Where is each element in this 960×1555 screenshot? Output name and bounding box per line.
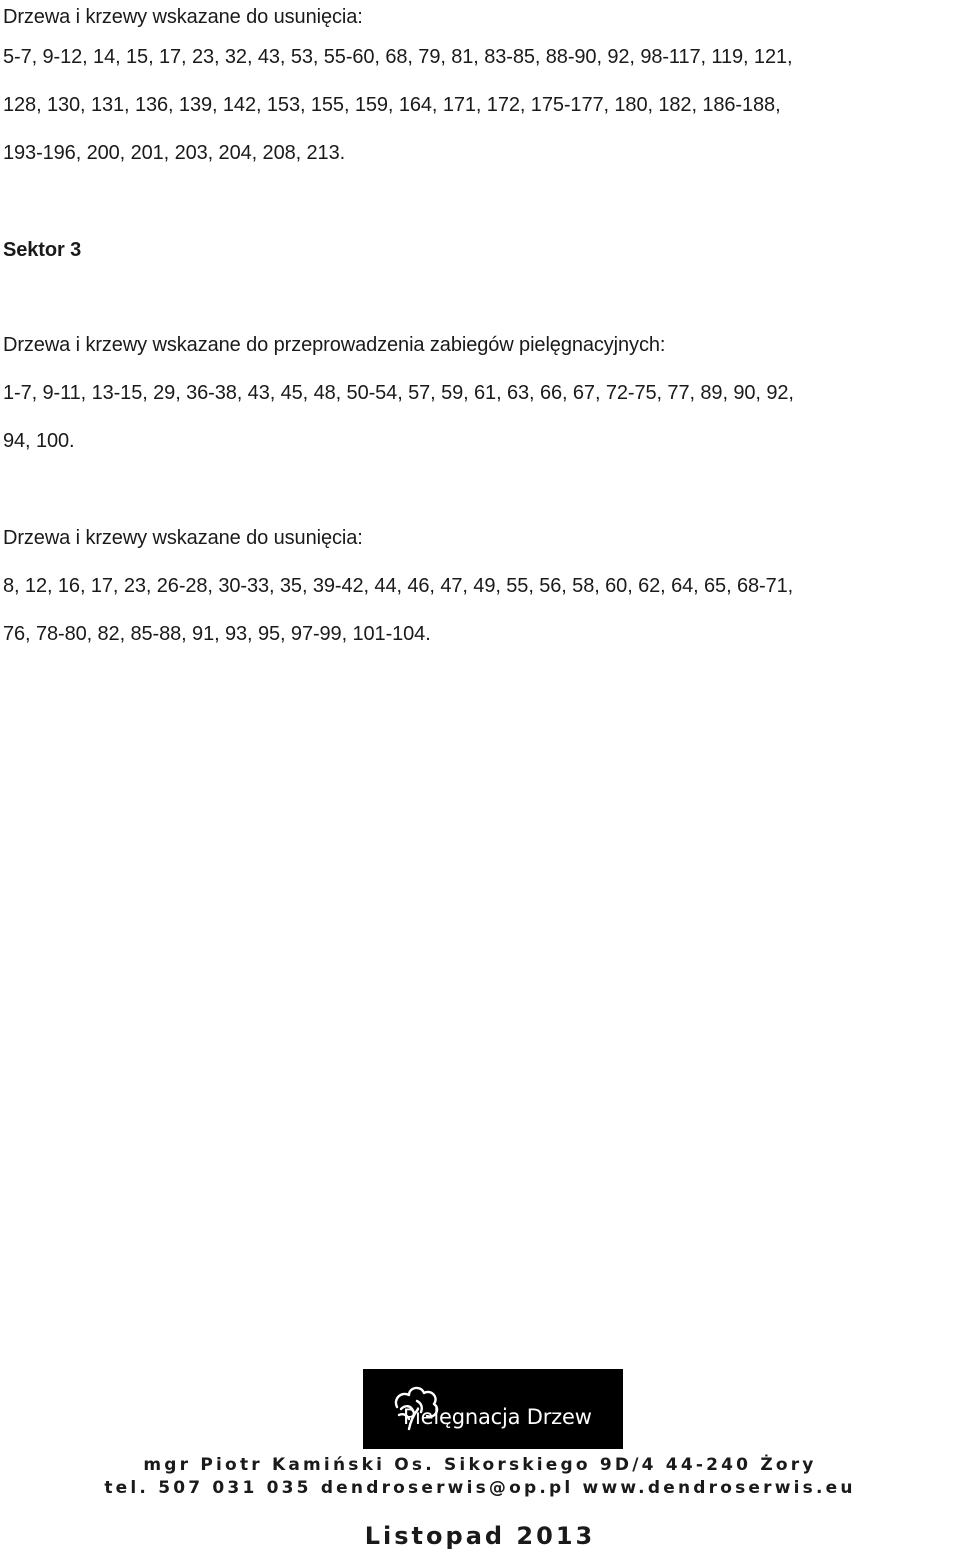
removal-list-line: 76, 78-80, 82, 85-88, 91, 93, 95, 97-99, 101-104. xyxy=(3,623,431,645)
footer-contact: tel. 507 031 035 dendroserwis@op.pl www.dendroserwis.eu xyxy=(104,1478,856,1498)
logo-text: Pielęgnacja Drzew xyxy=(403,1405,592,1429)
company-logo xyxy=(363,1369,623,1449)
removal-list-line: 8, 12, 16, 17, 23, 26-28, 30-33, 35, 39-42, 44, 46, 47, 49, 55, 56, 58, 60, 62, 64, 65, 68-71, xyxy=(3,575,794,597)
footer-address: mgr Piotr Kamiński Os. Sikorskiego 9D/4 44-240 Żory xyxy=(143,1455,817,1475)
removal-list-line: 193-196, 200, 201, 203, 204, 208, 213. xyxy=(3,142,346,164)
removal-heading: Drzewa i krzewy wskazane do usunięcia: xyxy=(3,527,363,549)
footer-date: Listopad 2013 xyxy=(364,1522,596,1550)
care-list-line: 1-7, 9-11, 13-15, 29, 36-38, 43, 45, 48, 50-54, 57, 59, 61, 63, 66, 67, 72-75, 77, 89, 90, 92, xyxy=(3,382,794,404)
sector-title: Sektor 3 xyxy=(3,239,82,261)
care-list-line: 94, 100. xyxy=(3,430,75,452)
removal-list-line: 128, 130, 131, 136, 139, 142, 153, 155, 159, 164, 171, 172, 175-177, 180, 182, 186-188, xyxy=(3,94,781,116)
removal-heading: Drzewa i krzewy wskazane do usunięcia: xyxy=(3,6,363,28)
removal-list-line: 5-7, 9-12, 14, 15, 17, 23, 32, 43, 53, 55-60, 68, 79, 81, 83-85, 88-90, 92, 98-117, 119, 121, xyxy=(3,46,793,68)
care-heading: Drzewa i krzewy wskazane do przeprowadzenia zabiegów pielęgnacyjnych: xyxy=(3,334,666,356)
